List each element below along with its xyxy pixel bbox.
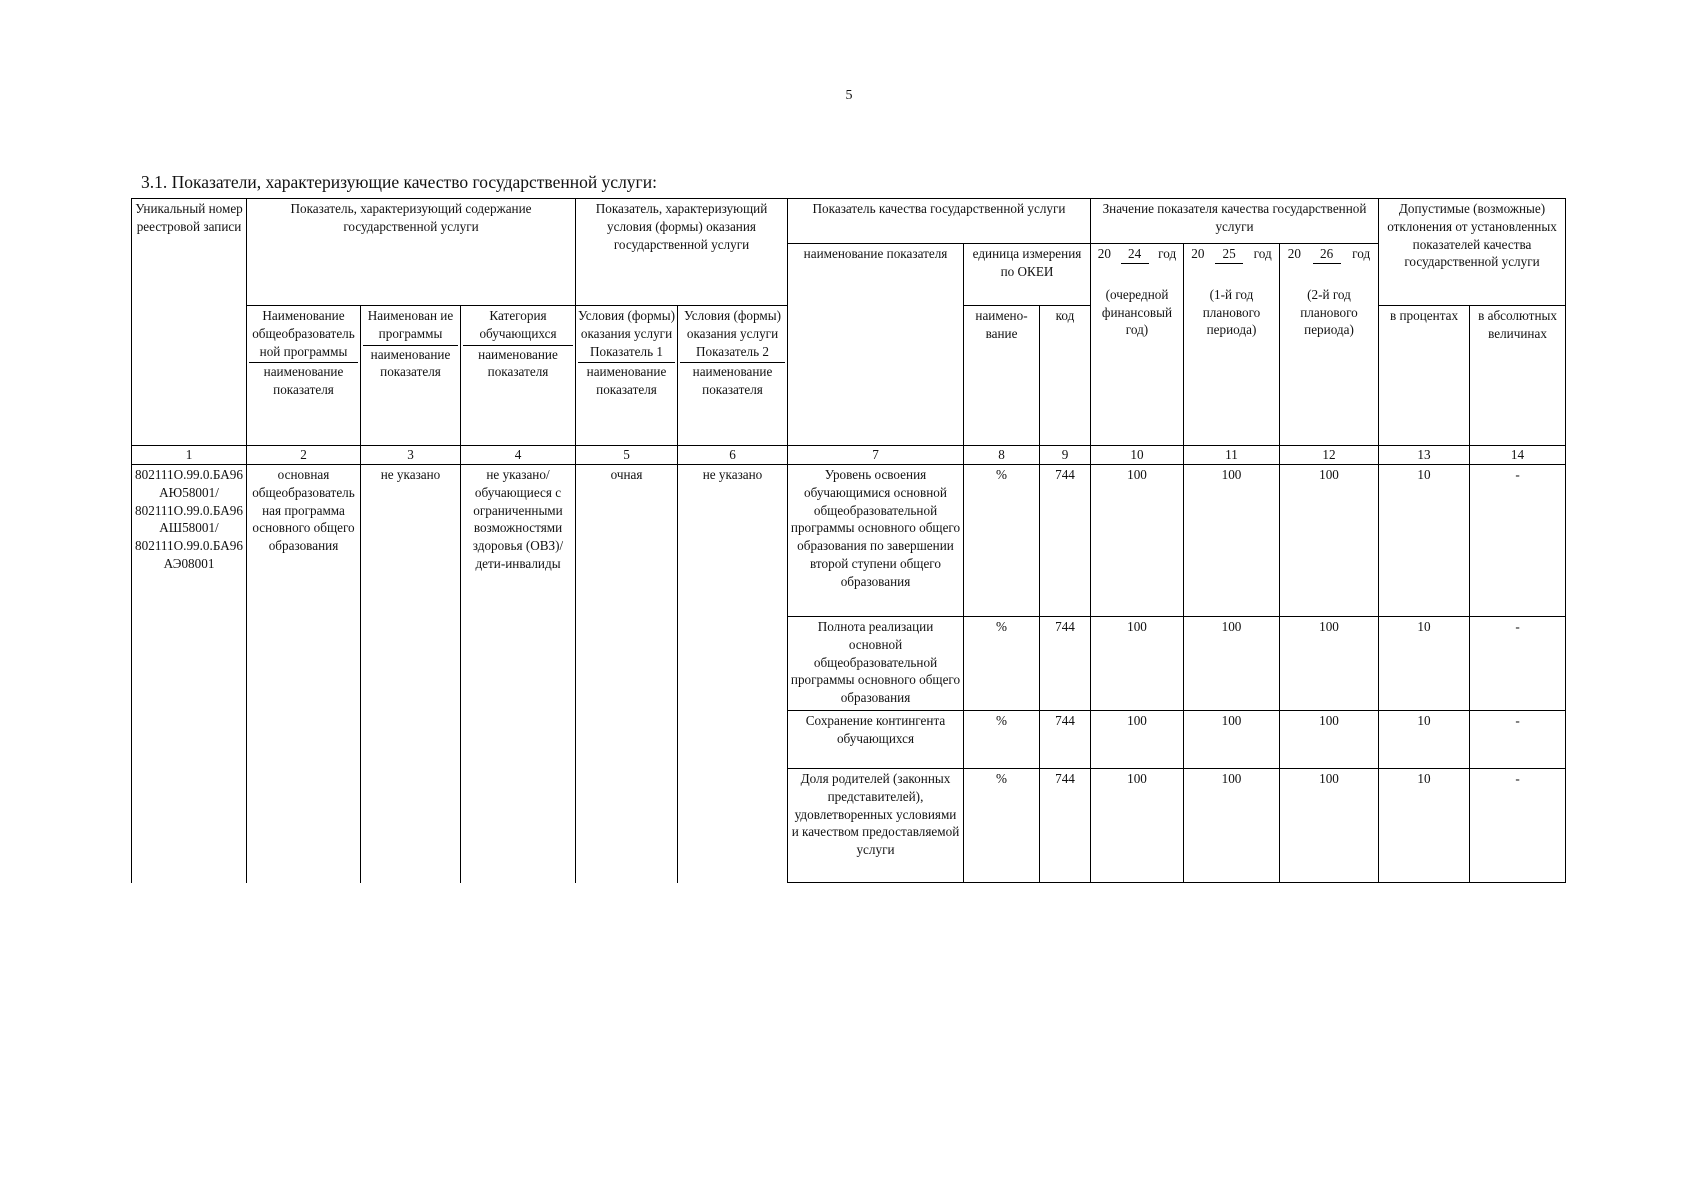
program-name-value: не указано [361, 465, 461, 883]
indicator-code: 744 [1040, 617, 1091, 711]
condition1-value: очная [576, 465, 678, 883]
indicator-name: Сохранение контингента обучающихся [788, 711, 964, 769]
indicator-pct: 10 [1379, 465, 1470, 617]
header-student-category: Категория обучающихся наименование показателя [461, 306, 576, 446]
header-unit-code: код [1040, 306, 1091, 446]
indicator-y1: 100 [1091, 769, 1184, 883]
col-num: 11 [1184, 446, 1280, 465]
col-num: 7 [788, 446, 964, 465]
indicator-unit: % [964, 617, 1040, 711]
indicator-abs: - [1470, 769, 1566, 883]
header-year-2026: 20 26 год (2-й год планового периода) [1280, 244, 1379, 446]
indicator-code: 744 [1040, 769, 1091, 883]
indicator-code: 744 [1040, 465, 1091, 617]
col-num: 6 [678, 446, 788, 465]
column-numbers-row [132, 446, 1566, 465]
header-quality-value: Значение показателя качества государственной услуги [1091, 199, 1379, 244]
header-condition-indicator: Показатель, характеризующий условия (формы) оказания государственной услуги [576, 199, 788, 306]
header-unit-okei: единица измерения по ОКЕИ [964, 244, 1091, 306]
indicator-abs: - [1470, 711, 1566, 769]
condition2-value: не указано [678, 465, 788, 883]
indicator-pct: 10 [1379, 711, 1470, 769]
indicator-pct: 10 [1379, 769, 1470, 883]
indicator-name: Уровень освоения обучающимися основной общеобразовательной программы основного общего образования по завершении второй ступени общего образования [788, 465, 964, 617]
indicator-y2: 100 [1184, 711, 1280, 769]
col-num: 9 [1040, 446, 1091, 465]
header-year-2024: 20 24 год (очередной финансовый год) [1091, 244, 1184, 446]
col-num: 1 [132, 446, 247, 465]
indicator-y3: 100 [1280, 769, 1379, 883]
header-unit-name: наимено- вание [964, 306, 1040, 446]
indicator-unit: % [964, 465, 1040, 617]
table-row [132, 465, 1566, 617]
indicator-y2: 100 [1184, 465, 1280, 617]
indicator-y1: 100 [1091, 711, 1184, 769]
indicator-unit: % [964, 711, 1040, 769]
indicator-pct: 10 [1379, 617, 1470, 711]
header-condition-1: Условия (формы) оказания услуги Показатель 1 наименование показателя [576, 306, 678, 446]
indicator-y2: 100 [1184, 617, 1280, 711]
col-num: 14 [1470, 446, 1566, 465]
section-title: 3.1. Показатели, характеризующие качество государственной услуги: [141, 172, 657, 192]
registry-number: 802111О.99.0.БА96АЮ58001/ 802111О.99.0.БА96АШ58001/ 802111О.99.0.БА96АЭ08001 [132, 465, 247, 883]
header-condition-2: Условия (формы) оказания услуги Показатель 2 наименование показателя [678, 306, 788, 446]
indicator-name: Полнота реализации основной общеобразовательной программы основного общего образования [788, 617, 964, 711]
col-num: 2 [247, 446, 361, 465]
indicator-abs: - [1470, 617, 1566, 711]
header-year-2025: 20 25 год (1-й год планового периода) [1184, 244, 1280, 446]
indicator-name: Доля родителей (законных представителей), удовлетворенных условиями и качеством предоставляемой услуги [788, 769, 964, 883]
header-indicator-name: наименование показателя [788, 244, 964, 446]
quality-indicators-table [131, 198, 1566, 883]
col-num: 8 [964, 446, 1040, 465]
category-value: не указано/ обучающиеся с ограниченными возможностями здоровья (ОВЗ)/ дети-инвалиды [461, 465, 576, 883]
header-row-1 [132, 199, 1566, 244]
col-num: 10 [1091, 446, 1184, 465]
col-num: 4 [461, 446, 576, 465]
header-in-percent: в процентах [1379, 306, 1470, 446]
header-deviations: Допустимые (возможные) отклонения от установленных показателей качества государственной услуги [1379, 199, 1566, 306]
col-num: 5 [576, 446, 678, 465]
indicator-y2: 100 [1184, 769, 1280, 883]
indicator-y3: 100 [1280, 617, 1379, 711]
indicator-y1: 100 [1091, 617, 1184, 711]
col-num: 12 [1280, 446, 1379, 465]
header-program-name: Наименование общеобразовательной программы наименование показателя [247, 306, 361, 446]
indicator-code: 744 [1040, 711, 1091, 769]
col-num: 13 [1379, 446, 1470, 465]
indicator-y3: 100 [1280, 465, 1379, 617]
header-quality-indicator: Показатель качества государственной услуги [788, 199, 1091, 244]
header-in-absolute: в абсолютных величинах [1470, 306, 1566, 446]
page-number: 5 [845, 88, 853, 103]
indicator-unit: % [964, 769, 1040, 883]
indicator-abs: - [1470, 465, 1566, 617]
col-num: 3 [361, 446, 461, 465]
indicator-y1: 100 [1091, 465, 1184, 617]
header-program-name-short: Наименован ие программы наименование показателя [361, 306, 461, 446]
indicator-y3: 100 [1280, 711, 1379, 769]
header-content-indicator: Показатель, характеризующий содержание государственной услуги [247, 199, 576, 306]
header-unique-number: Уникальный номер реестровой записи [132, 199, 247, 446]
program-value: основная общеобразовательная программа основного общего образования [247, 465, 361, 883]
